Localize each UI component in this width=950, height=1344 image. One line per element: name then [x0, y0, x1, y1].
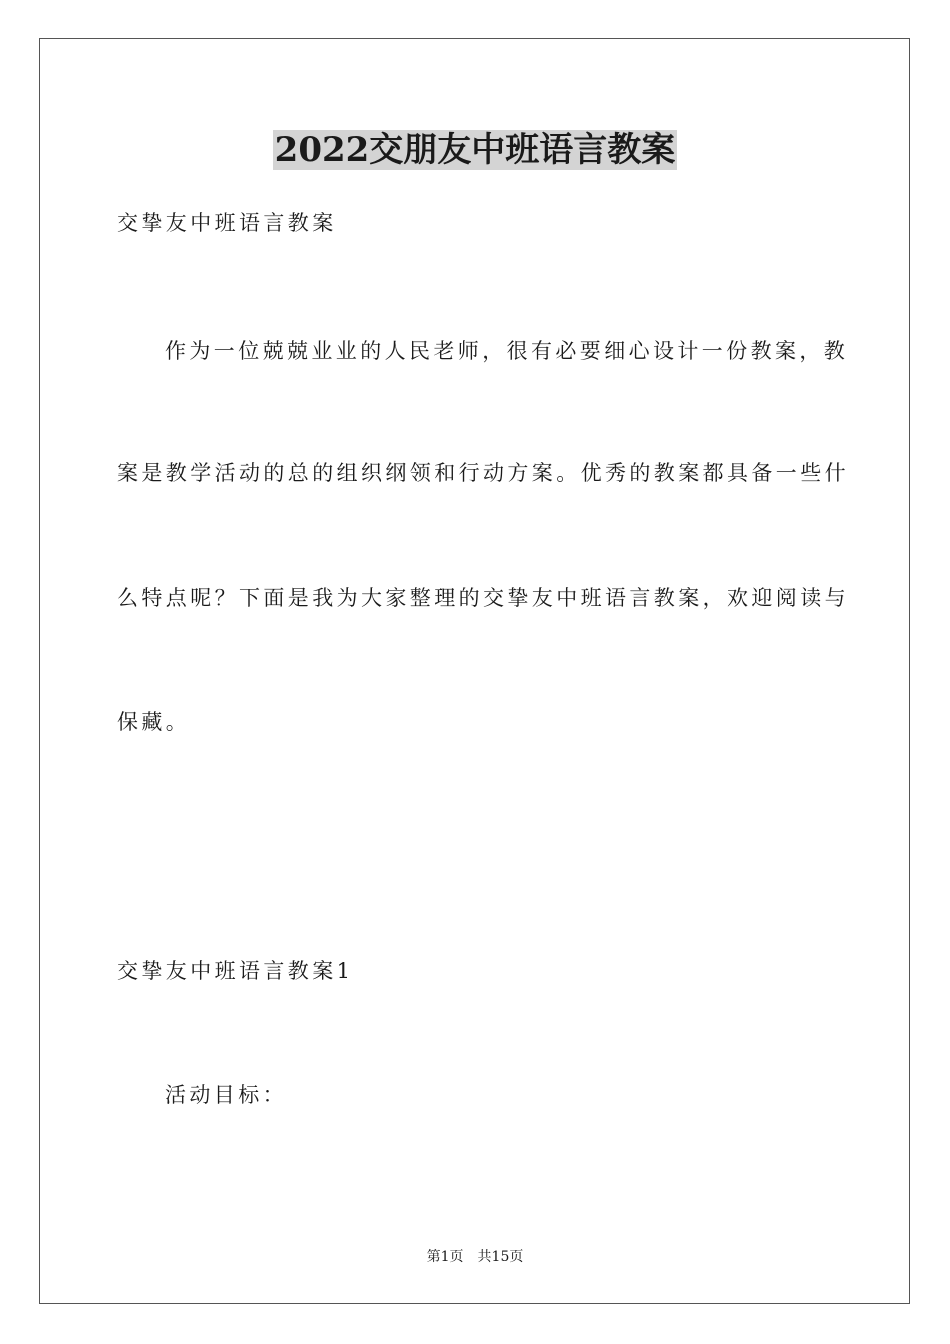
intro-paragraph-line-2: 案是教学活动的总的组织纲领和行动方案。优秀的教案都具备一些什 [117, 461, 849, 485]
activity-goal-label: 活动目标： [165, 1083, 287, 1107]
intro-paragraph-line-3: 么特点呢？下面是我为大家整理的交挚友中班语言教案，欢迎阅读与 [117, 586, 849, 610]
page-footer [0, 1247, 950, 1267]
document-title-text: 2022交朋友中班语言教案 [274, 130, 676, 170]
intro-paragraph-line-1: 作为一位兢兢业业的人民老师，很有必要细心设计一份教案，教 [165, 339, 849, 363]
section-heading: 交挚友中班语言教案1 [117, 959, 354, 983]
document-title [0, 128, 950, 172]
intro-paragraph-line-4: 保藏。 [117, 710, 191, 734]
page-number-total: 共15页 [477, 1249, 524, 1265]
page-number-current: 第1页 [426, 1249, 464, 1265]
document-subtitle: 交挚友中班语言教案 [117, 211, 337, 235]
